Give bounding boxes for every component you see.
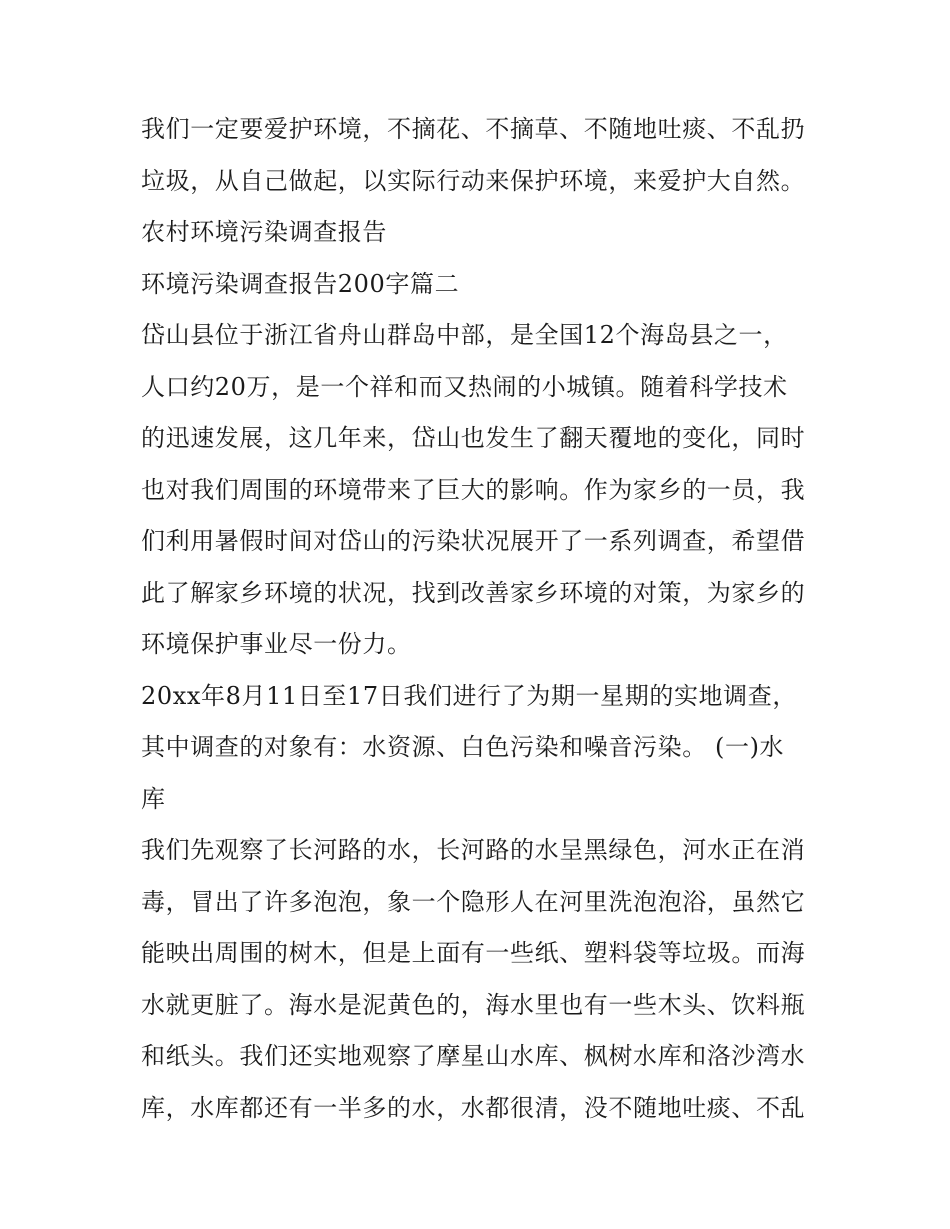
- text-line-13: 其中调查的对象有：水资源、白色污染和噪音污染。 (一)水: [141, 733, 785, 761]
- text-line-12: 20xx年8月11日至17日我们进行了为期一星期的实地调查，: [141, 681, 797, 710]
- text-line-19: 和纸头。我们还实地观察了摩星山水库、枫树水库和洛沙湾水: [141, 1042, 806, 1070]
- text-line-10: 此了解家乡环境的状况，找到改善家乡环境的对策，为家乡的: [141, 578, 806, 607]
- text-line-6: 人口约20万，是一个祥和而又热闹的小城镇。随着科学技术: [141, 372, 788, 401]
- text-line-5: 岱山县位于浙江省舟山群岛中部，是全国12个海岛县之一，: [141, 321, 788, 349]
- text-line-2: 垃圾，从自己做起，以实际行动来保护环境，来爱护大自然。: [141, 166, 806, 195]
- text-line-8: 也对我们周围的环境带来了巨大的影响。作为家乡的一员，我: [141, 475, 806, 504]
- text-line-18: 水就更脏了。海水是泥黄色的，海水里也有一些木头、饮料瓶: [141, 990, 806, 1019]
- text-line-1: 我们一定要爱护环境，不摘花、不摘草、不随地吐痰、不乱扔: [141, 115, 806, 143]
- section-heading: 农村环境污染调查报告: [141, 218, 387, 246]
- text-line-17: 能映出周围的树木，但是上面有一些纸、塑料袋等垃圾。而海: [141, 939, 806, 967]
- text-line-16: 毒，冒出了许多泡泡，象一个隐形人在河里洗泡泡浴，虽然它: [141, 887, 806, 916]
- text-line-15: 我们先观察了长河路的水，长河路的水呈黑绿色，河水正在消: [141, 836, 806, 864]
- document-body: [141, 104, 813, 1134]
- section-subheading: 环境污染调查报告200字篇二: [141, 269, 460, 298]
- text-line-11: 环境保护事业尽一份力。: [141, 630, 412, 658]
- text-line-7: 的迅速发展，这几年来，岱山也发生了翻天覆地的变化，同时: [141, 424, 806, 452]
- text-line-14: 库: [141, 784, 166, 813]
- text-line-20: 库，水库都还有一半多的水，水都很清，没不随地吐痰、不乱: [141, 1093, 806, 1122]
- text-line-9: 们利用暑假时间对岱山的污染状况展开了一系列调查，希望借: [141, 527, 806, 555]
